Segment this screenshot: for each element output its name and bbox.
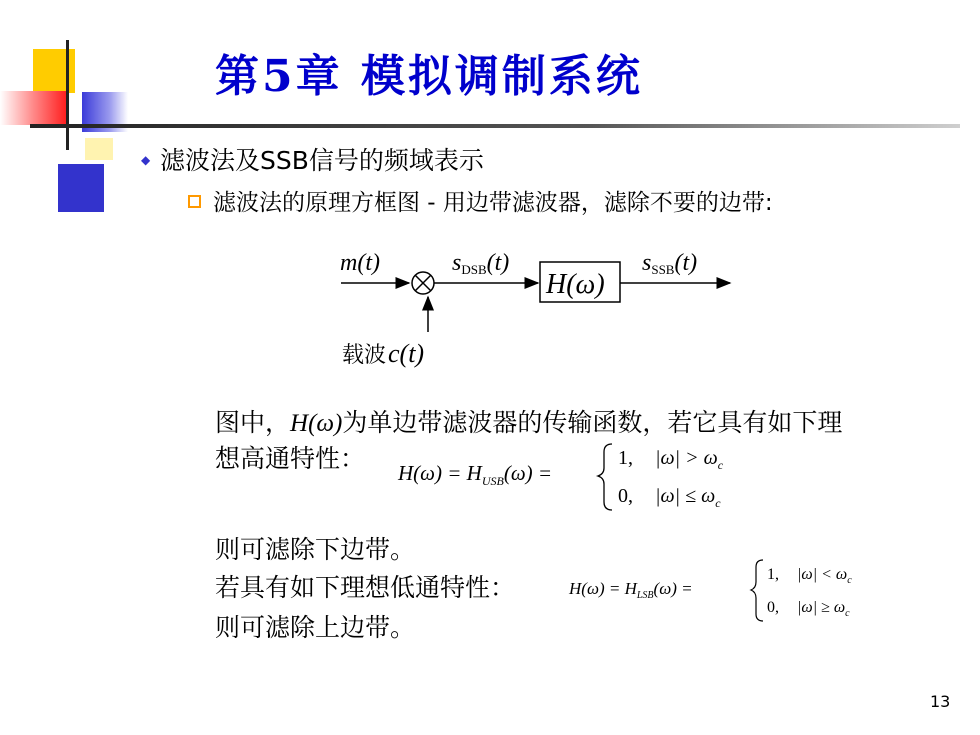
svg-text:|ω| ≤ ωc: $|\omega| \le \omega_c$ — [655, 485, 721, 510]
ssb-label: sSSB(t) — [642, 250, 698, 277]
paragraph-1: 图中，H(ω)为单边带滤波器的传输函数，若它具有如下理 — [215, 408, 843, 437]
slide-title: 第5章 模拟调制系统 — [215, 51, 643, 102]
input-label: m(t) — [340, 250, 380, 276]
page-number: 13 — [930, 692, 951, 711]
svg-text:H(ω) = HLSB(ω) =: $H(\omega) = H_{LSB}(\omega)$ = — [569, 579, 693, 601]
svg-text:1,: 1, — [767, 566, 779, 583]
dsb-label: sDSB(t) — [452, 250, 510, 277]
paragraph-2: 则可滤除下边带。 — [215, 535, 416, 564]
equation-usb — [390, 430, 770, 520]
svg-text:0,: 0, — [618, 485, 633, 507]
bullet-level1: 滤波法及SSB信号的频域表示 — [160, 146, 484, 175]
filter-label: H(ω) — [546, 269, 605, 300]
svg-text:|ω| < ωc: $|\omega| < \omega_c$ — [797, 566, 852, 586]
svg-text:|ω| ≥ ωc: $|\omega| \ge \omega_c$ — [797, 599, 850, 619]
bullet-level2: 滤波法的原理方框图 - 用边带滤波器，滤除不要的边带: — [213, 190, 773, 216]
diamond-bullet-icon: ◆ — [141, 153, 151, 167]
svg-text:H(ω) = HUSB(ω) =: $H(\omega) = H_{USB}(\omega)$ = — [398, 461, 553, 488]
svg-text:1,: 1, — [618, 447, 633, 469]
svg-text:|ω| > ωc: $|\omega| > \omega_c$ — [655, 447, 724, 472]
paragraph-1-line2: 想高通特性： — [215, 444, 366, 473]
carrier-signal: c(t) — [388, 339, 425, 368]
carrier-text: 载波 — [342, 343, 387, 368]
equation-lsb — [565, 552, 905, 627]
paragraph-3: 若具有如下理想低通特性： — [215, 573, 516, 602]
paragraph-4: 则可滤除上边带。 — [215, 613, 416, 642]
svg-text:0,: 0, — [767, 599, 779, 616]
